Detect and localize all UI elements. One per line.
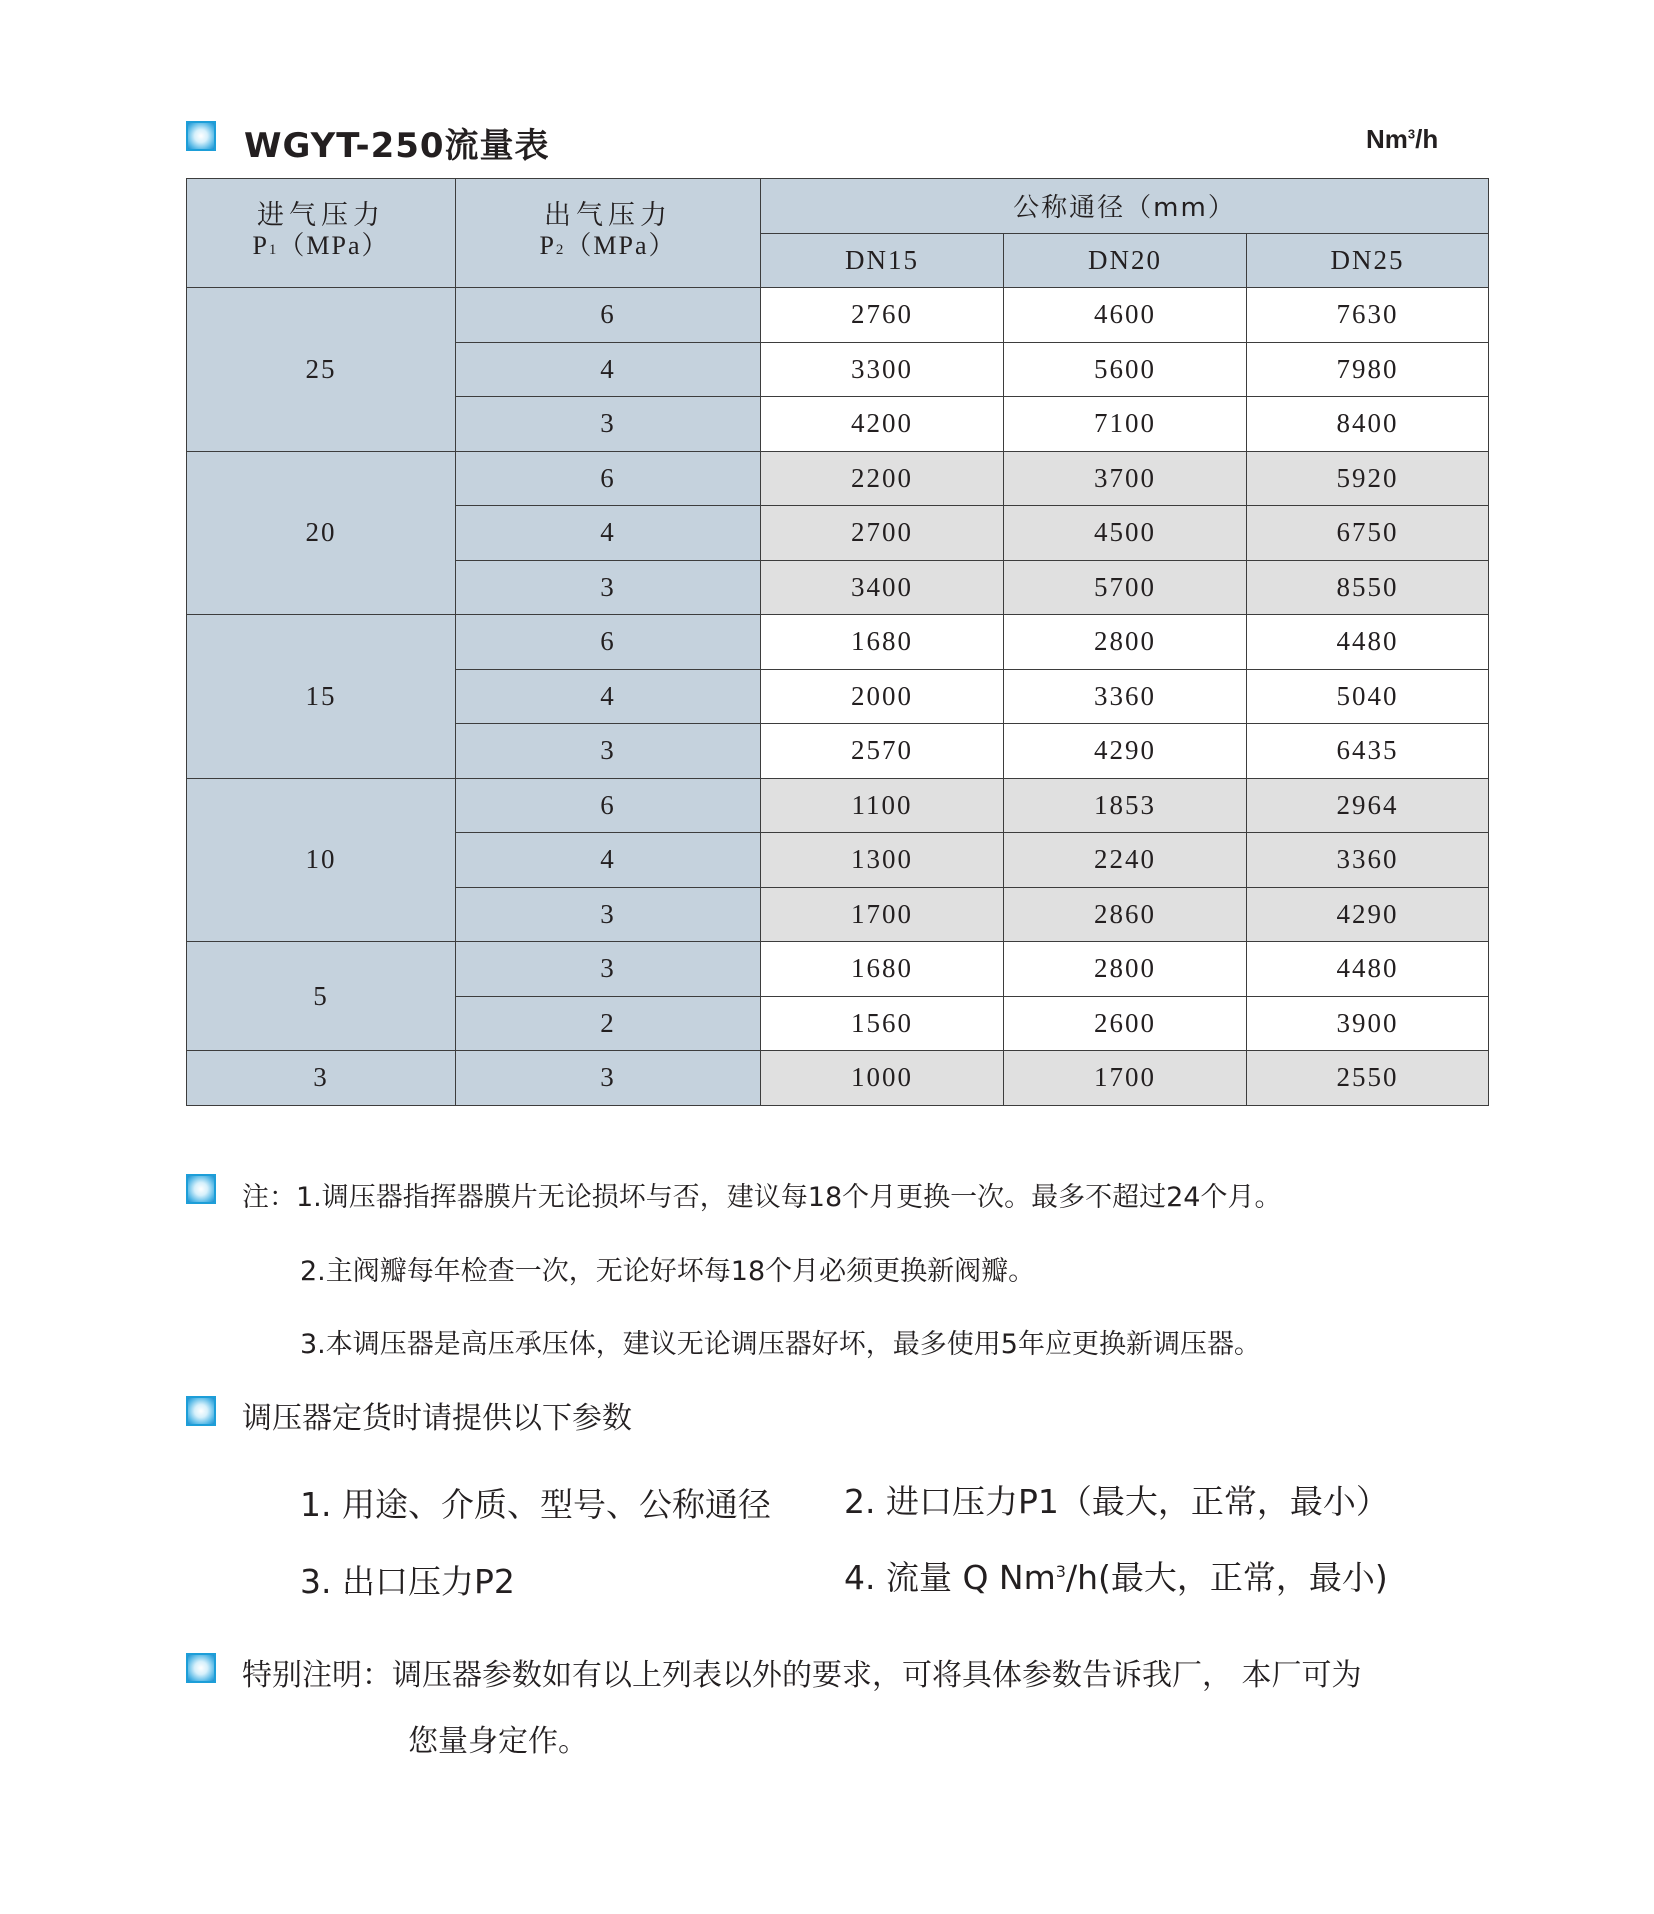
note-1: 注：1.调压器指挥器膜片无论损坏与否，建议每18个月更换一次。最多不超过24个月。 xyxy=(242,1182,1282,1213)
header-dn25: DN25 xyxy=(1247,233,1489,288)
flow-cell-dn15: 2700 xyxy=(761,506,1004,561)
inlet-pressure-cell: 10 xyxy=(187,778,456,942)
header-nominal-diameter: 公称通径（mm） xyxy=(761,179,1489,234)
flow-cell-dn15: 2570 xyxy=(761,724,1004,779)
order-item-4-exponent: 3 xyxy=(1055,1562,1066,1581)
inlet-pressure-cell: 15 xyxy=(187,615,456,779)
flow-cell-dn20: 1853 xyxy=(1004,778,1247,833)
unit-exponent: 3 xyxy=(1407,126,1416,142)
flow-cell-dn25: 8400 xyxy=(1247,397,1489,452)
flow-cell-dn20: 5600 xyxy=(1004,342,1247,397)
table-row xyxy=(187,942,1489,997)
flow-cell-dn15: 2200 xyxy=(761,451,1004,506)
outlet-pressure-cell: 3 xyxy=(456,397,761,452)
flow-cell-dn20: 1700 xyxy=(1004,1051,1247,1106)
flow-cell-dn15: 1000 xyxy=(761,1051,1004,1106)
flow-table xyxy=(186,178,1489,1106)
outlet-pressure-cell: 2 xyxy=(456,996,761,1051)
flow-cell-dn25: 3900 xyxy=(1247,996,1489,1051)
flow-cell-dn25: 7980 xyxy=(1247,342,1489,397)
flow-cell-dn15: 1560 xyxy=(761,996,1004,1051)
note-3: 3.本调压器是高压承压体，建议无论调压器好坏，最多使用5年应更换新调压器。 xyxy=(300,1329,1261,1360)
order-item-1: 1. 用途、介质、型号、公称通径 xyxy=(300,1485,771,1524)
flow-cell-dn20: 2600 xyxy=(1004,996,1247,1051)
order-item-3: 3. 出口压力P2 xyxy=(300,1562,515,1601)
flow-cell-dn20: 2860 xyxy=(1004,887,1247,942)
table-row xyxy=(187,778,1489,833)
flow-cell-dn25: 5920 xyxy=(1247,451,1489,506)
flow-cell-dn25: 4480 xyxy=(1247,942,1489,997)
flow-cell-dn25: 2550 xyxy=(1247,1051,1489,1106)
flow-cell-dn20: 3360 xyxy=(1004,669,1247,724)
flow-cell-dn25: 3360 xyxy=(1247,833,1489,888)
unit-label xyxy=(1366,124,1438,155)
header-p2-subscript: 2 xyxy=(555,242,566,258)
header-dn20: DN20 xyxy=(1004,233,1247,288)
header-p2-unit: （MPa） xyxy=(565,231,677,260)
page-title: WGYT-250流量表 xyxy=(244,126,550,166)
header-dn15: DN15 xyxy=(761,233,1004,288)
outlet-pressure-cell: 3 xyxy=(456,724,761,779)
order-item-2: 2. 进口压力P1（最大，正常，最小） xyxy=(844,1482,1389,1521)
outlet-pressure-cell: 3 xyxy=(456,1051,761,1106)
header-outlet-pressure-unit xyxy=(456,231,760,265)
outlet-pressure-cell: 6 xyxy=(456,778,761,833)
order-item-4-suffix: /h(最大，正常，最小) xyxy=(1065,1558,1388,1597)
header-inlet-pressure-label: 进气压力 xyxy=(257,200,385,231)
outlet-pressure-cell: 6 xyxy=(456,615,761,670)
header-outlet-pressure-label: 出气压力 xyxy=(544,200,672,231)
table-row xyxy=(187,288,1489,343)
header-inlet-pressure xyxy=(187,179,456,288)
flow-cell-dn20: 4290 xyxy=(1004,724,1247,779)
flow-cell-dn20: 2240 xyxy=(1004,833,1247,888)
flow-cell-dn25: 4290 xyxy=(1247,887,1489,942)
header-inlet-pressure-unit xyxy=(187,231,455,265)
header-p2-symbol: P xyxy=(539,231,556,260)
flow-cell-dn25: 5040 xyxy=(1247,669,1489,724)
flow-cell-dn25: 2964 xyxy=(1247,778,1489,833)
flow-cell-dn15: 4200 xyxy=(761,397,1004,452)
inlet-pressure-cell: 3 xyxy=(187,1051,456,1106)
order-heading: 调压器定货时请提供以下参数 xyxy=(242,1401,632,1436)
flow-cell-dn15: 1680 xyxy=(761,615,1004,670)
flow-cell-dn15: 1300 xyxy=(761,833,1004,888)
order-item-4-prefix: 4. 流量 Q Nm xyxy=(844,1558,1056,1597)
flow-cell-dn25: 4480 xyxy=(1247,615,1489,670)
special-note-line2: 您量身定作。 xyxy=(408,1724,588,1759)
flow-cell-dn25: 6435 xyxy=(1247,724,1489,779)
outlet-pressure-cell: 6 xyxy=(456,288,761,343)
flow-cell-dn20: 2800 xyxy=(1004,942,1247,997)
flow-cell-dn20: 4500 xyxy=(1004,506,1247,561)
table-row xyxy=(187,615,1489,670)
flow-cell-dn15: 2000 xyxy=(761,669,1004,724)
outlet-pressure-cell: 3 xyxy=(456,887,761,942)
outlet-pressure-cell: 3 xyxy=(456,560,761,615)
flow-cell-dn15: 1680 xyxy=(761,942,1004,997)
flow-cell-dn25: 6750 xyxy=(1247,506,1489,561)
special-note-line1: 特别注明：调压器参数如有以上列表以外的要求，可将具体参数告诉我厂， 本厂可为 xyxy=(242,1658,1362,1693)
flow-cell-dn20: 3700 xyxy=(1004,451,1247,506)
flow-cell-dn20: 5700 xyxy=(1004,560,1247,615)
title-bullet-icon xyxy=(186,121,216,151)
table-row xyxy=(187,451,1489,506)
flow-cell-dn15: 1700 xyxy=(761,887,1004,942)
header-p1-unit: （MPa） xyxy=(278,231,390,260)
header-p1-symbol: P xyxy=(252,231,269,260)
header-p1-subscript: 1 xyxy=(268,242,279,258)
outlet-pressure-cell: 4 xyxy=(456,669,761,724)
notes-bullet-icon xyxy=(186,1174,216,1204)
flow-cell-dn15: 1100 xyxy=(761,778,1004,833)
inlet-pressure-cell: 5 xyxy=(187,942,456,1051)
flow-cell-dn25: 7630 xyxy=(1247,288,1489,343)
header-outlet-pressure xyxy=(456,179,761,288)
flow-cell-dn15: 3300 xyxy=(761,342,1004,397)
unit-base: Nm xyxy=(1366,124,1408,154)
inlet-pressure-cell: 25 xyxy=(187,288,456,452)
flow-cell-dn20: 2800 xyxy=(1004,615,1247,670)
outlet-pressure-cell: 4 xyxy=(456,833,761,888)
outlet-pressure-cell: 4 xyxy=(456,342,761,397)
table-row xyxy=(187,1051,1489,1106)
order-bullet-icon xyxy=(186,1396,216,1426)
order-item-4 xyxy=(844,1552,1388,1599)
note-2: 2.主阀瓣每年检查一次，无论好坏每18个月必须更换新阀瓣。 xyxy=(300,1256,1036,1287)
flow-cell-dn20: 4600 xyxy=(1004,288,1247,343)
inlet-pressure-cell: 20 xyxy=(187,451,456,615)
flow-cell-dn20: 7100 xyxy=(1004,397,1247,452)
outlet-pressure-cell: 3 xyxy=(456,942,761,997)
outlet-pressure-cell: 6 xyxy=(456,451,761,506)
flow-cell-dn15: 3400 xyxy=(761,560,1004,615)
unit-suffix: /h xyxy=(1415,124,1439,154)
special-bullet-icon xyxy=(186,1653,216,1683)
outlet-pressure-cell: 4 xyxy=(456,506,761,561)
flow-cell-dn15: 2760 xyxy=(761,288,1004,343)
flow-cell-dn25: 8550 xyxy=(1247,560,1489,615)
